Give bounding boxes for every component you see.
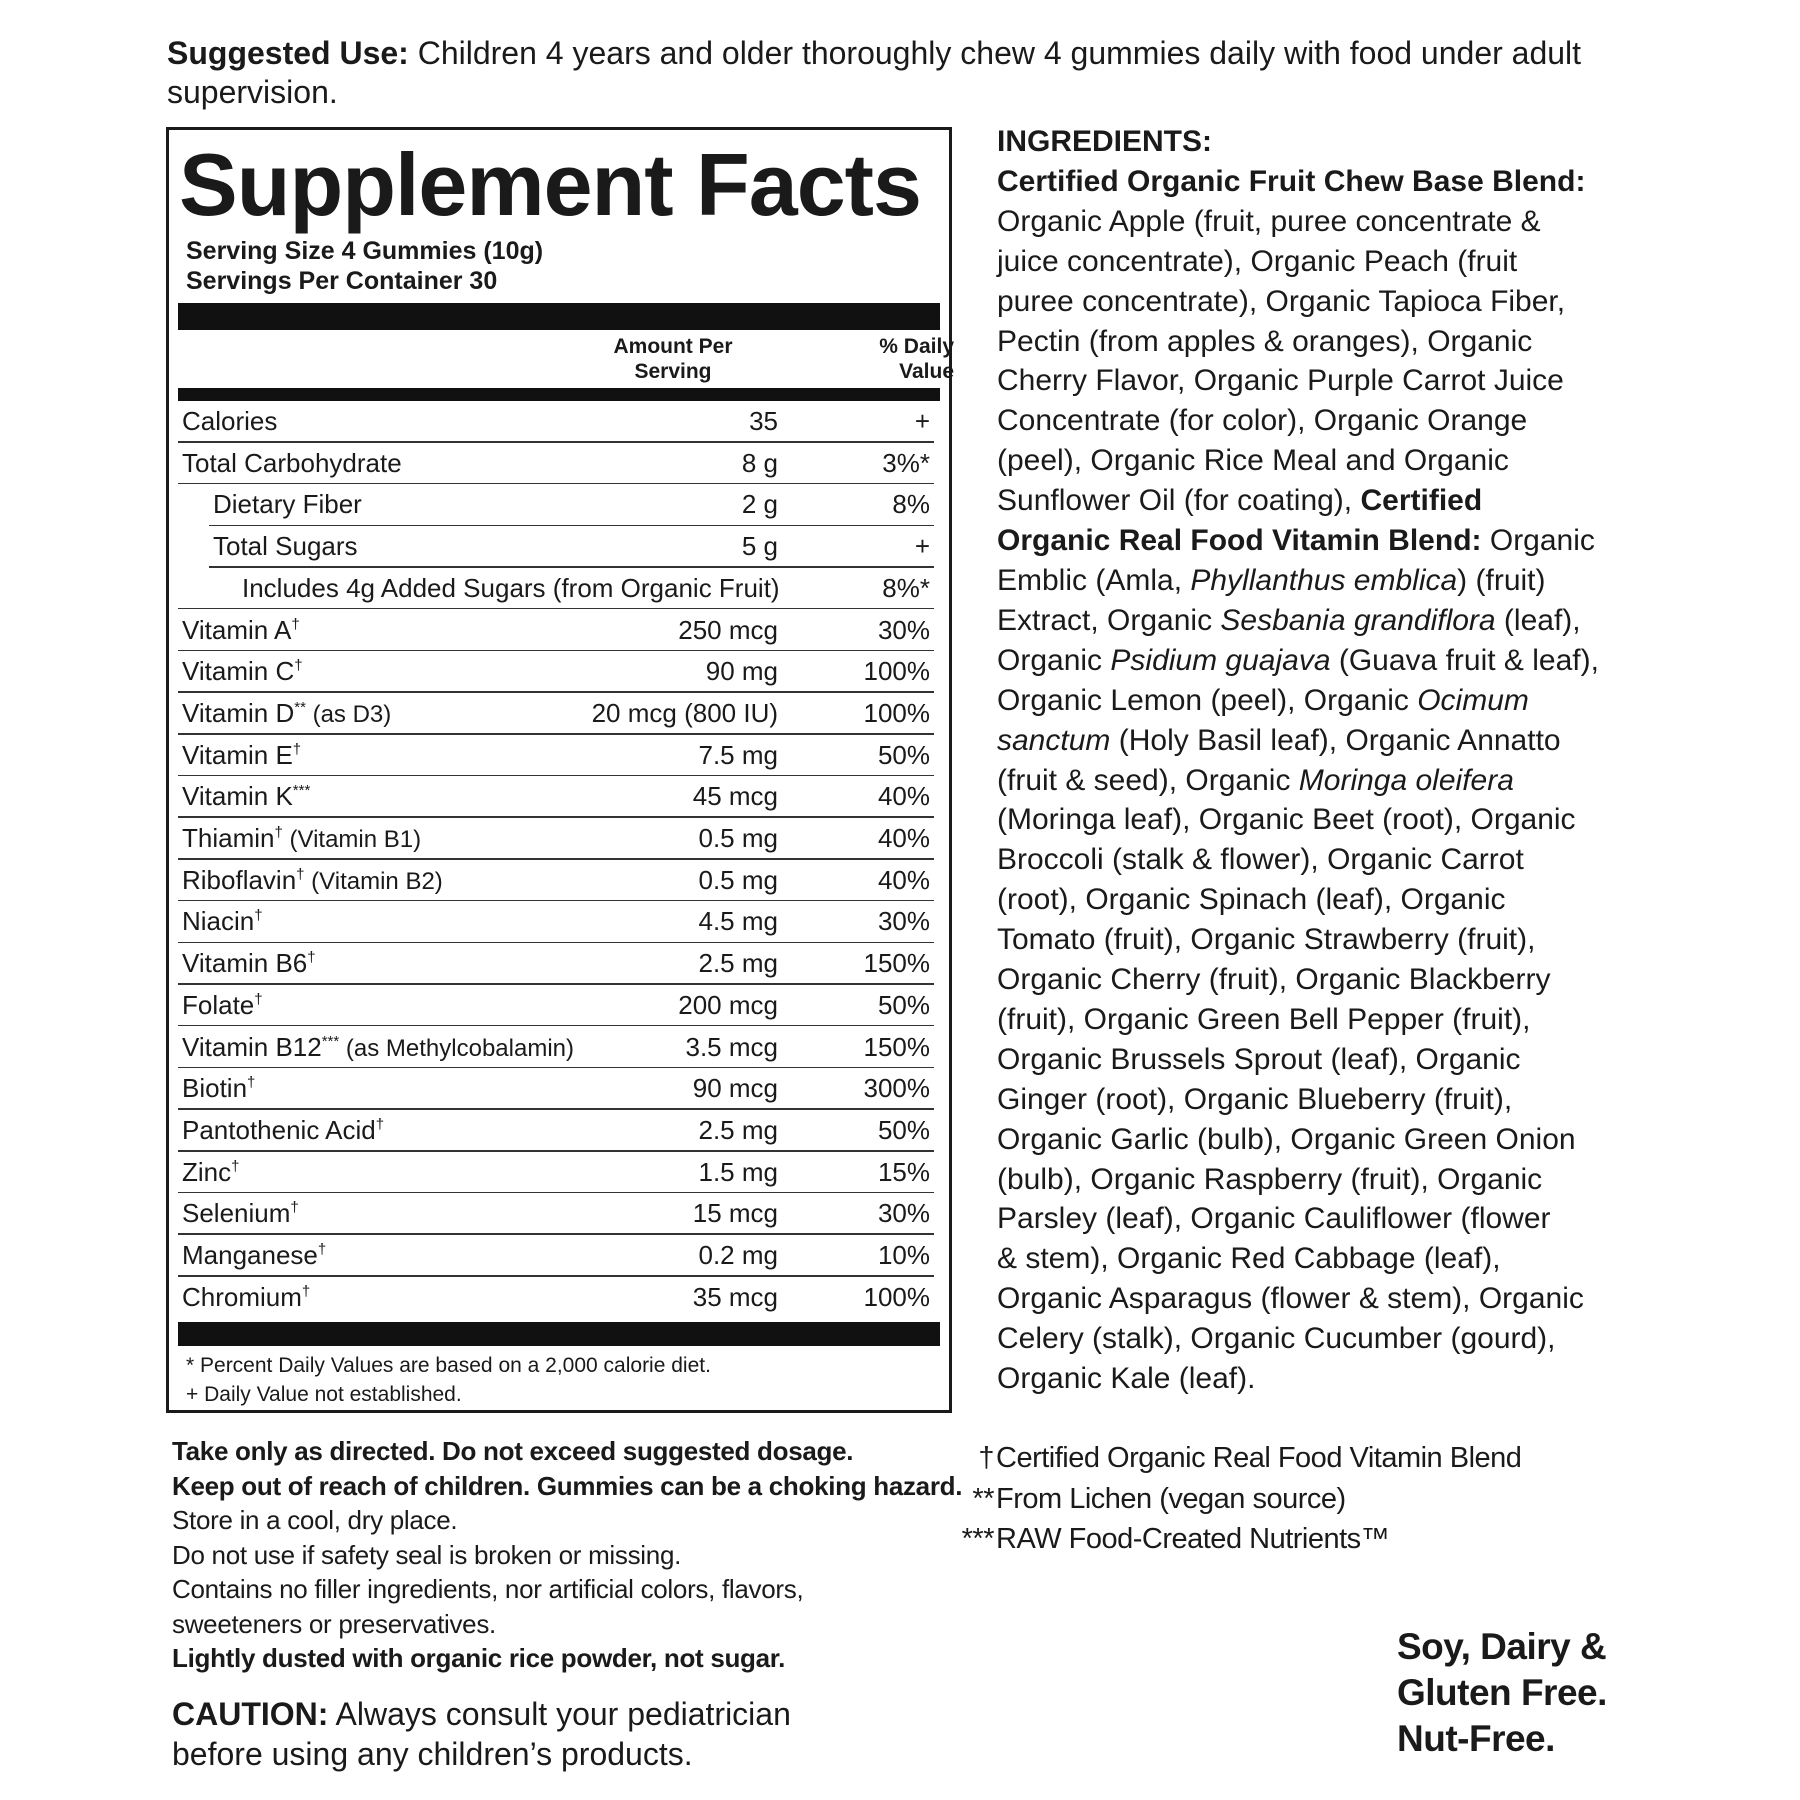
nutrient-name	[182, 401, 277, 443]
nutrient-label: Vitamin E	[182, 739, 293, 770]
table-row	[178, 1110, 940, 1152]
ingredients-line	[997, 162, 1599, 202]
nutrient-footnote-mark: †	[307, 949, 316, 967]
nutrient-amount: 0.5 mg	[698, 864, 778, 895]
nutrient-footnote-mark: †	[375, 1115, 385, 1133]
ingredients-line	[997, 1000, 1599, 1040]
symbol-legend-item	[940, 1479, 1521, 1520]
ingredients-text: Sesbania grandiflora	[1220, 603, 1496, 637]
ingredients-text: sanctum	[997, 723, 1111, 757]
nutrient-footnote-mark: †	[317, 1241, 327, 1258]
ingredients-line	[997, 1239, 1599, 1279]
ingredients-line	[997, 1040, 1599, 1080]
nutrient-label: Vitamin K	[182, 781, 293, 812]
nutrient-name	[182, 985, 263, 1027]
nutrient-name	[182, 1110, 384, 1152]
nutrient-footnote-mark: †	[247, 1074, 256, 1092]
nutrient-suffix: (Vitamin B1)	[282, 826, 422, 853]
nutrient-label: Total Carbohydrate	[182, 447, 402, 478]
warning-line: Contains no filler ingredients, nor artificial colors, flavors,	[172, 1574, 804, 1604]
nutrient-daily-value: 8%*	[882, 572, 930, 603]
nutrient-amount: 35 mcg	[692, 1281, 778, 1312]
ingredients-text: Ginger (root), Organic Blueberry (fruit),	[997, 1082, 1513, 1116]
table-row	[178, 818, 940, 860]
nutrient-label: Biotin	[182, 1073, 248, 1104]
nutrient-amount: 5 g	[741, 531, 778, 562]
symbol-text: Certified Organic Real Food Vitamin Blend	[996, 1442, 1522, 1474]
nutrient-daily-value: 40%	[877, 823, 930, 853]
ingredients-text: ) (fruit)	[1457, 563, 1546, 597]
nutrient-amount: 2.5 mg	[698, 948, 778, 979]
ingredients-list	[997, 122, 1599, 1399]
ingredients-text: (bulb), Organic Raspberry (fruit), Organic	[997, 1162, 1543, 1196]
table-row	[178, 526, 940, 568]
nutrient-amount: 45 mcg	[692, 781, 778, 812]
ingredients-text: (Moringa leaf), Organic Beet (root), Organic	[997, 803, 1576, 837]
nutrient-name	[182, 651, 303, 693]
footnote-not-established: + Daily Value not established.	[186, 1383, 462, 1406]
ingredients-text: juice concentrate), Organic Peach (fruit	[997, 244, 1518, 278]
nutrient-amount: 200 mcg	[678, 989, 778, 1020]
ingredients-line	[997, 761, 1599, 801]
nutrient-footnote-mark: †	[254, 990, 263, 1008]
nutrient-amount: 7.5 mg	[698, 739, 778, 770]
nutrient-name	[182, 1068, 255, 1110]
ingredients-text: Ocimum	[1417, 683, 1529, 717]
nutrient-label: Manganese	[182, 1240, 318, 1270]
table-row	[178, 401, 940, 443]
caution-line-2: before using any children’s products.	[172, 1736, 693, 1772]
nutrient-name	[182, 901, 263, 943]
nutrient-footnote-mark: †	[254, 907, 263, 925]
nutrient-name	[213, 484, 362, 526]
table-row	[178, 735, 940, 777]
allergen-line: Gluten Free.	[1397, 1672, 1607, 1713]
ingredients-text: Emblic (Amla,	[997, 563, 1191, 597]
ingredients-line	[997, 920, 1599, 960]
nutrient-suffix: (Vitamin B2)	[304, 867, 443, 895]
ingredients-text: (leaf),	[1495, 603, 1581, 637]
supplement-facts-panel	[166, 127, 952, 1413]
ingredients-text: Organic Kale (leaf).	[997, 1362, 1256, 1396]
nutrient-amount: 2.5 mg	[698, 1114, 778, 1145]
allergen-line: Soy, Dairy &	[1397, 1626, 1607, 1667]
nutrient-amount: 2 g	[741, 489, 778, 520]
suggested-use-text: Children 4 years and older thoroughly chew 4 gummies daily with food under adult supervision.	[167, 35, 1582, 110]
ingredients-text: Pectin (from apples & oranges), Organic	[997, 324, 1533, 358]
ingredients-line	[997, 122, 1599, 162]
warning-line: Lightly dusted with organic rice powder, not sugar.	[172, 1643, 786, 1673]
symbol-mark: **	[972, 1482, 994, 1515]
nutrient-label: Thiamin	[182, 823, 275, 853]
serving-size: Serving Size 4 Gummies (10g)	[186, 237, 544, 265]
nutrient-daily-value: 10%	[877, 1240, 930, 1270]
nutrient-suffix: (as Methylcobalamin)	[339, 1034, 574, 1062]
allergen-line: Nut-Free.	[1397, 1718, 1555, 1759]
ingredients-text: Organic Lemon (peel), Organic	[997, 683, 1418, 717]
ingredients-line	[997, 1199, 1599, 1239]
nutrient-label: Calories	[182, 406, 278, 436]
ingredients-text: Organic Apple (fruit, puree concentrate &	[997, 204, 1541, 238]
ingredients-line	[997, 361, 1599, 401]
ingredients-line	[997, 441, 1599, 481]
nutrient-daily-value: 50%	[877, 989, 930, 1020]
ingredients-text: Certified	[1360, 484, 1483, 518]
nutrient-footnote-mark: **	[294, 698, 306, 716]
nutrient-footnote-mark: †	[296, 865, 305, 883]
ingredients-text: Organic	[997, 643, 1111, 677]
ingredients-text: Moringa oleifera	[1298, 763, 1514, 797]
nutrient-label: Dietary Fiber	[213, 489, 362, 520]
ingredients-line	[997, 1359, 1599, 1399]
nutrient-daily-value: 30%	[877, 906, 930, 937]
ingredients-text: Celery (stalk), Organic Cucumber (gourd),	[997, 1322, 1556, 1356]
ingredients-line	[997, 401, 1599, 441]
nutrient-footnote-mark: †	[291, 615, 300, 633]
nutrient-label: Vitamin B6	[182, 948, 308, 979]
ingredients-line	[997, 202, 1599, 242]
nutrient-name	[182, 1193, 299, 1235]
ingredients-line	[997, 1080, 1599, 1120]
ingredients-text: & stem), Organic Red Cabbage (leaf),	[997, 1242, 1501, 1276]
nutrient-name	[182, 443, 402, 485]
nutrient-name	[182, 943, 316, 985]
ingredients-text: Concentrate (for color), Organic Orange	[997, 404, 1528, 438]
nutrient-daily-value: 30%	[877, 1198, 930, 1229]
nutrient-name	[182, 776, 310, 818]
nutrient-footnote-mark: ***	[321, 1032, 340, 1050]
nutrient-label: Pantothenic Acid	[182, 1114, 376, 1145]
nutrient-daily-value: 150%	[863, 948, 930, 979]
table-row	[178, 860, 940, 902]
ingredients-line	[997, 481, 1599, 521]
nutrient-name	[182, 818, 421, 861]
ingredients-text: Organic Asparagus (flower & stem), Organic	[997, 1282, 1584, 1316]
table-row	[178, 1068, 940, 1110]
caution-line-1: Always consult your pediatrician	[328, 1696, 791, 1732]
ingredients-line	[997, 1319, 1599, 1359]
table-row	[178, 693, 940, 735]
nutrient-name	[182, 610, 300, 652]
nutrient-label: Folate	[182, 989, 255, 1020]
ingredients-line	[997, 800, 1599, 840]
nutrient-footnote-mark: †	[292, 740, 302, 758]
nutrient-amount: 250 mcg	[678, 614, 778, 645]
ingredients-line	[997, 721, 1599, 761]
ingredients-text: Tomato (fruit), Organic Strawberry (fruit),	[997, 923, 1536, 957]
ingredients-line	[997, 282, 1599, 322]
symbol-text: RAW Food-Created Nutrients™	[996, 1523, 1390, 1555]
caution	[172, 1694, 791, 1774]
nutrient-label: Vitamin A	[182, 614, 292, 645]
ingredients-line	[997, 561, 1599, 601]
nutrient-label: Vitamin B12	[182, 1031, 322, 1062]
nutrient-name	[182, 860, 443, 903]
thick-divider	[178, 303, 940, 330]
ingredients-line	[997, 601, 1599, 641]
nutrient-footnote-mark: †	[231, 1157, 240, 1175]
ingredients-line	[997, 681, 1599, 721]
nutrient-label: Riboflavin	[182, 864, 297, 895]
ingredients-text: Phyllanthus emblica	[1190, 563, 1458, 597]
table-row	[178, 568, 940, 610]
table-row	[178, 1277, 940, 1319]
nutrient-daily-value: 40%	[877, 864, 930, 895]
nutrient-daily-value: 30%	[877, 614, 930, 645]
symbol-legend-item	[940, 1438, 1521, 1479]
ingredients-line	[997, 880, 1599, 920]
nutrient-daily-value: 100%	[863, 656, 930, 687]
table-row	[178, 901, 940, 943]
table-row	[178, 1152, 940, 1194]
nutrient-amount: 15 mcg	[692, 1198, 778, 1229]
footnote-daily-values: * Percent Daily Values are based on a 2,000 calorie diet.	[186, 1354, 711, 1377]
nutrient-amount: 35	[749, 406, 778, 436]
nutrient-name	[182, 1152, 239, 1194]
suggested-use	[167, 34, 1617, 112]
nutrient-amount: 20 mcg (800 IU)	[591, 697, 778, 728]
ingredients-text: Broccoli (stalk & flower), Organic Carrot	[997, 843, 1524, 877]
ingredients-text: (root), Organic Spinach (leaf), Organic	[997, 883, 1506, 917]
nutrient-daily-value: 40%	[877, 781, 930, 812]
ingredients-text: Organic Cherry (fruit), Organic Blackberry	[997, 963, 1551, 997]
nutrient-daily-value: 300%	[863, 1073, 930, 1104]
nutrient-amount: 90 mcg	[692, 1073, 778, 1104]
table-row	[178, 985, 940, 1027]
symbol-mark: †	[978, 1442, 994, 1474]
warnings	[172, 1434, 962, 1676]
nutrient-name	[182, 693, 391, 736]
thick-divider	[178, 388, 940, 401]
ingredients-text: (Guava fruit & leaf),	[1330, 643, 1599, 677]
suggested-use-label: Suggested Use:	[167, 35, 409, 71]
symbol-legend-item	[940, 1519, 1521, 1560]
nutrient-amount: 0.5 mg	[698, 823, 778, 853]
warning-line: Do not use if safety seal is broken or missing.	[172, 1539, 682, 1570]
nutrient-daily-value: 15%	[877, 1156, 930, 1187]
ingredients-line	[997, 521, 1599, 561]
ingredients-line	[997, 840, 1599, 880]
nutrient-name	[213, 526, 358, 568]
thick-divider	[178, 1322, 940, 1346]
ingredients-text: Organic Brussels Sprout (leaf), Organic	[997, 1042, 1521, 1076]
nutrient-footnote-mark: ***	[292, 782, 311, 800]
nutrient-daily-value: 50%	[877, 1114, 930, 1145]
ingredients-text: Certified Organic Fruit Chew Base Blend:	[997, 164, 1586, 198]
ingredients-text: Sunflower Oil (for coating),	[997, 484, 1361, 518]
ingredients-text: Cherry Flavor, Organic Purple Carrot Juice	[997, 364, 1564, 398]
nutrient-label: Chromium	[182, 1281, 302, 1312]
nutrient-name	[182, 1235, 326, 1277]
ingredients-line	[997, 960, 1599, 1000]
ingredients-text: Psidium guajava	[1110, 643, 1331, 677]
nutrient-label: Total Sugars	[213, 531, 358, 562]
warning-line: Keep out of reach of children. Gummies can be a choking hazard.	[172, 1470, 963, 1501]
table-row	[178, 1235, 940, 1277]
nutrient-daily-value: 50%	[877, 739, 930, 770]
ingredients-line	[997, 641, 1599, 681]
table-row	[178, 443, 940, 485]
nutrient-amount: 1.5 mg	[698, 1156, 778, 1187]
ingredients-text: Organic	[1489, 524, 1595, 558]
nutrient-label: Niacin	[182, 906, 255, 937]
nutrient-amount: 8 g	[741, 447, 778, 478]
ingredients-text: Organic Real Food Vitamin Blend:	[997, 524, 1490, 558]
servings-per-container: Servings Per Container 30	[186, 267, 498, 295]
column-header-amount: Amount Per Serving	[613, 335, 733, 383]
ingredients-text: (fruit & seed), Organic	[997, 763, 1299, 797]
symbol-mark: ***	[961, 1523, 994, 1555]
nutrient-label: Includes 4g Added Sugars (from Organic Fruit)	[242, 572, 780, 603]
ingredients-line	[997, 242, 1599, 282]
ingredients-text: INGREDIENTS:	[997, 125, 1213, 158]
ingredients-line	[997, 1279, 1599, 1319]
nutrient-amount: 0.2 mg	[698, 1240, 778, 1270]
warning-line: Take only as directed. Do not exceed suggested dosage.	[172, 1436, 854, 1466]
table-row	[178, 776, 940, 818]
nutrient-amount: 3.5 mcg	[685, 1031, 778, 1062]
nutrient-footnote-mark: †	[274, 824, 283, 841]
ingredients-text: (peel), Organic Rice Meal and Organic	[997, 444, 1509, 478]
ingredients-text: Organic Garlic (bulb), Organic Green Onion	[997, 1122, 1576, 1156]
nutrient-suffix: (as D3)	[305, 700, 392, 728]
nutrient-daily-value: 100%	[863, 1281, 930, 1312]
ingredients-line	[997, 1120, 1599, 1160]
nutrient-label: Zinc	[182, 1156, 232, 1187]
ingredients-text: Extract, Organic	[997, 603, 1221, 637]
table-row	[178, 484, 940, 526]
ingredients-text: puree concentrate), Organic Tapioca Fiber,	[997, 284, 1566, 318]
nutrient-footnote-mark: †	[290, 1199, 299, 1217]
nutrient-daily-value: 150%	[863, 1031, 930, 1062]
nutrient-daily-value: 8%	[892, 489, 930, 520]
table-row	[178, 1027, 940, 1069]
nutrient-daily-value: +	[914, 531, 930, 562]
nutrient-daily-value: 100%	[863, 697, 930, 728]
ingredients-line	[997, 322, 1599, 362]
nutrient-amount: 90 mg	[705, 656, 778, 687]
warning-line: Store in a cool, dry place.	[172, 1505, 458, 1535]
nutrient-name	[182, 1027, 574, 1070]
ingredients-text: Parsley (leaf), Organic Cauliflower (flower	[997, 1202, 1551, 1236]
facts-title: Supplement Facts	[179, 135, 921, 234]
nutrient-label: Selenium	[182, 1198, 291, 1229]
ingredients-line	[997, 1160, 1599, 1200]
nutrient-footnote-mark: †	[294, 657, 303, 675]
table-row	[178, 610, 940, 652]
table-row	[178, 1193, 940, 1235]
nutrient-name	[182, 735, 301, 777]
caution-label: CAUTION:	[172, 1696, 329, 1732]
nutrient-footnote-mark: †	[301, 1282, 311, 1300]
nutrient-amount: 4.5 mg	[698, 906, 778, 937]
ingredients-text: (Holy Basil leaf), Organic Annatto	[1110, 723, 1561, 757]
allergen-statement	[1397, 1624, 1607, 1762]
table-row	[178, 651, 940, 693]
nutrient-daily-value: 3%*	[882, 447, 930, 478]
ingredients-text: (fruit), Organic Green Bell Pepper (fruit),	[997, 1002, 1531, 1036]
table-row	[178, 943, 940, 985]
warning-line: sweeteners or preservatives.	[172, 1608, 496, 1639]
column-header-daily-value: % Daily Value	[879, 335, 954, 383]
nutrient-label: Vitamin D	[182, 697, 295, 728]
nutrient-label: Vitamin C	[182, 656, 295, 687]
symbol-text: From Lichen (vegan source)	[996, 1482, 1346, 1515]
nutrient-name	[242, 568, 780, 610]
symbol-legend	[940, 1438, 1521, 1560]
nutrient-daily-value: +	[914, 406, 930, 436]
nutrient-name	[182, 1277, 310, 1319]
